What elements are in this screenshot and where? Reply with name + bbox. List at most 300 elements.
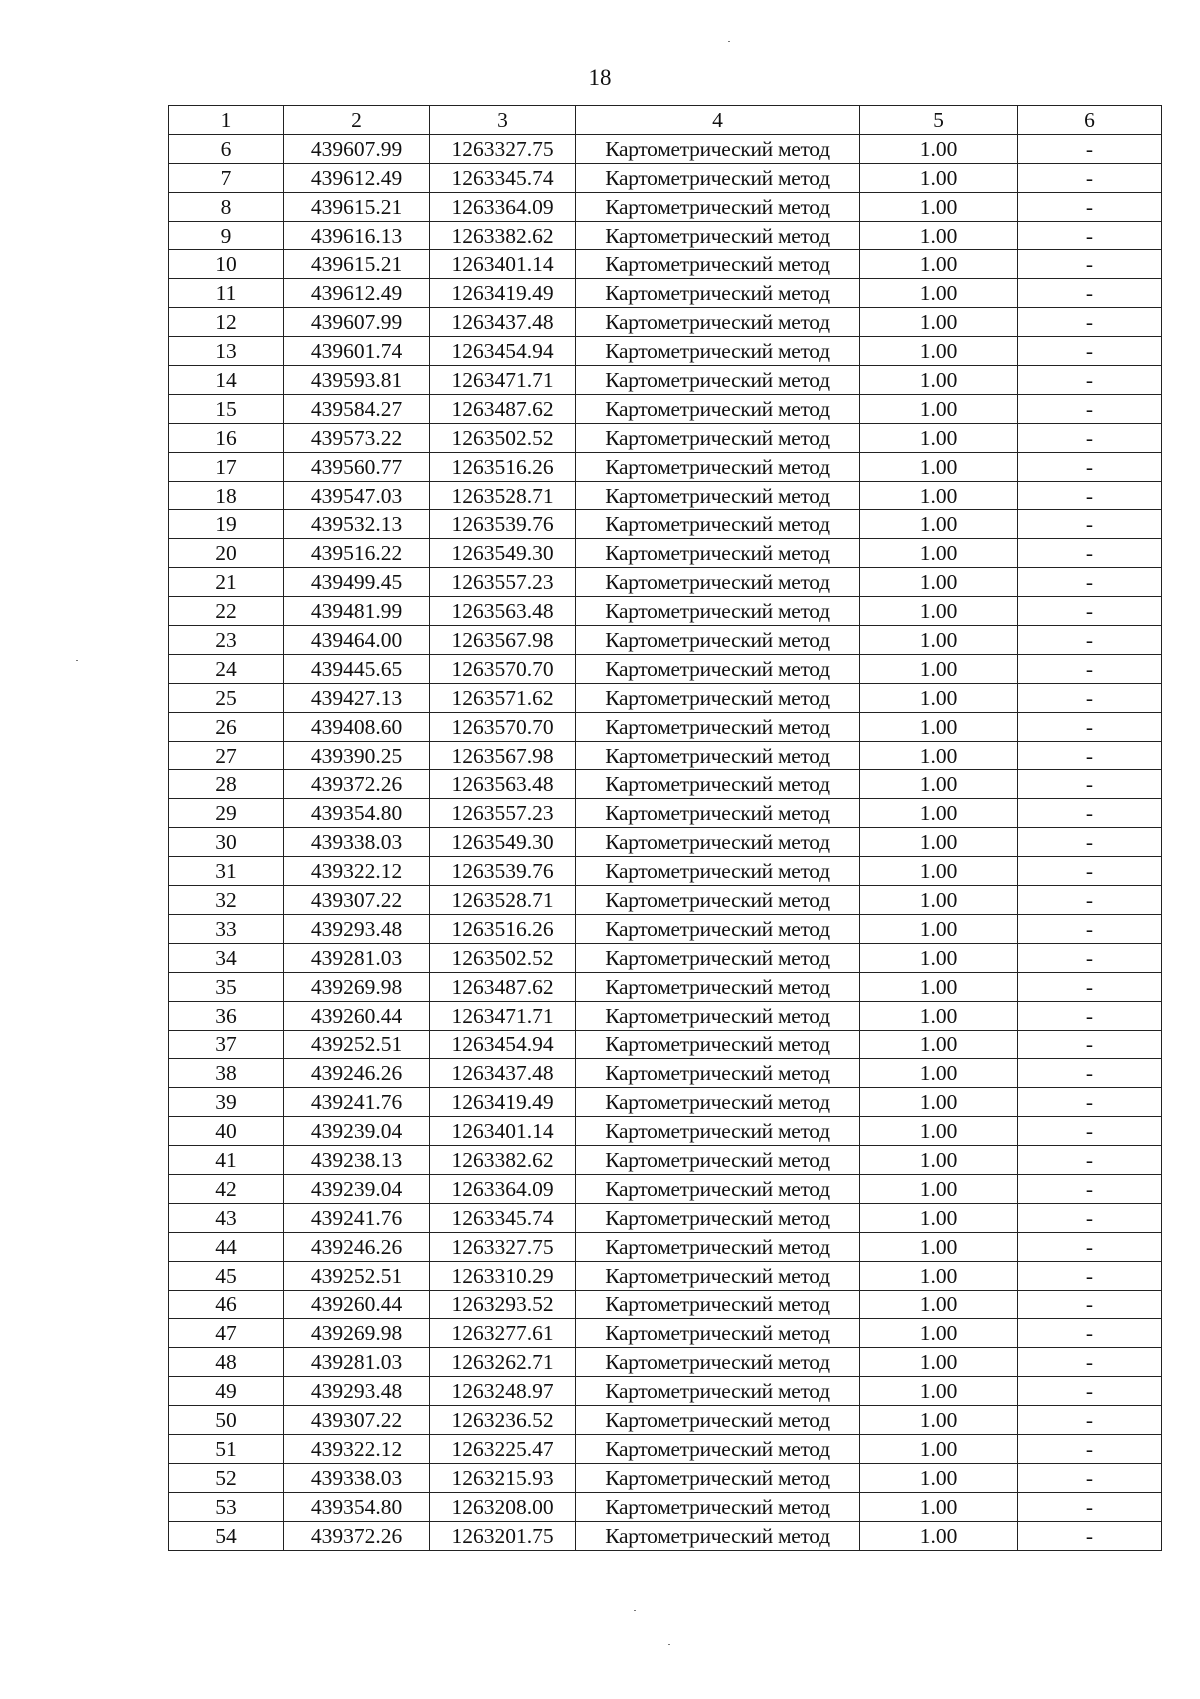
scan-speck [728, 41, 730, 42]
cell-method: Картометрический метод [576, 192, 860, 221]
cell-accuracy: 1.00 [860, 828, 1018, 857]
cell-coord-y: 1263419.49 [430, 279, 576, 308]
cell-coord-x: 439269.98 [284, 1319, 430, 1348]
table-row [169, 1174, 1162, 1203]
cell-accuracy: 1.00 [860, 1203, 1018, 1232]
cell-coord-y: 1263454.94 [430, 337, 576, 366]
cell-coord-x: 439338.03 [284, 1463, 430, 1492]
table-row [169, 1146, 1162, 1175]
cell-coord-x: 439499.45 [284, 568, 430, 597]
cell-point-number: 38 [169, 1059, 284, 1088]
table-row [169, 366, 1162, 395]
cell-accuracy: 1.00 [860, 452, 1018, 481]
cell-method: Картометрический метод [576, 1059, 860, 1088]
table-row [169, 337, 1162, 366]
cell-coord-y: 1263236.52 [430, 1406, 576, 1435]
cell-coord-y: 1263516.26 [430, 452, 576, 481]
cell-coord-y: 1263487.62 [430, 972, 576, 1001]
cell-coord-y: 1263419.49 [430, 1088, 576, 1117]
cell-accuracy: 1.00 [860, 1406, 1018, 1435]
cell-point-number: 7 [169, 163, 284, 192]
cell-accuracy: 1.00 [860, 1232, 1018, 1261]
cell-note: - [1018, 1406, 1162, 1435]
cell-coord-y: 1263563.48 [430, 770, 576, 799]
cell-coord-x: 439584.27 [284, 394, 430, 423]
cell-accuracy: 1.00 [860, 1377, 1018, 1406]
cell-note: - [1018, 308, 1162, 337]
cell-point-number: 45 [169, 1261, 284, 1290]
cell-method: Картометрический метод [576, 308, 860, 337]
cell-method: Картометрический метод [576, 1088, 860, 1117]
cell-coord-y: 1263570.70 [430, 654, 576, 683]
table-row [169, 972, 1162, 1001]
cell-note: - [1018, 510, 1162, 539]
cell-point-number: 8 [169, 192, 284, 221]
cell-method: Картометрический метод [576, 568, 860, 597]
cell-point-number: 35 [169, 972, 284, 1001]
table-row [169, 886, 1162, 915]
cell-method: Картометрический метод [576, 539, 860, 568]
cell-accuracy: 1.00 [860, 1146, 1018, 1175]
cell-method: Картометрический метод [576, 452, 860, 481]
cell-coord-x: 439293.48 [284, 914, 430, 943]
cell-note: - [1018, 857, 1162, 886]
table-body [169, 134, 1162, 1550]
cell-point-number: 17 [169, 452, 284, 481]
cell-note: - [1018, 1059, 1162, 1088]
cell-note: - [1018, 1232, 1162, 1261]
cell-note: - [1018, 943, 1162, 972]
cell-accuracy: 1.00 [860, 886, 1018, 915]
cell-point-number: 33 [169, 914, 284, 943]
cell-coord-x: 439372.26 [284, 1521, 430, 1550]
cell-method: Картометрический метод [576, 163, 860, 192]
cell-coord-y: 1263310.29 [430, 1261, 576, 1290]
cell-coord-x: 439354.80 [284, 1492, 430, 1521]
cell-method: Картометрический метод [576, 1348, 860, 1377]
cell-point-number: 44 [169, 1232, 284, 1261]
cell-accuracy: 1.00 [860, 654, 1018, 683]
cell-coord-y: 1263437.48 [430, 1059, 576, 1088]
cell-note: - [1018, 1088, 1162, 1117]
cell-note: - [1018, 1521, 1162, 1550]
cell-coord-x: 439246.26 [284, 1232, 430, 1261]
cell-coord-x: 439354.80 [284, 799, 430, 828]
cell-accuracy: 1.00 [860, 568, 1018, 597]
cell-coord-x: 439322.12 [284, 857, 430, 886]
cell-method: Картометрический метод [576, 626, 860, 655]
column-header-4: 4 [576, 106, 860, 135]
cell-method: Картометрический метод [576, 1174, 860, 1203]
cell-point-number: 30 [169, 828, 284, 857]
cell-coord-y: 1263528.71 [430, 886, 576, 915]
cell-coord-x: 439573.22 [284, 423, 430, 452]
table-row [169, 1348, 1162, 1377]
cell-coord-y: 1263549.30 [430, 539, 576, 568]
cell-coord-y: 1263382.62 [430, 221, 576, 250]
cell-accuracy: 1.00 [860, 539, 1018, 568]
table-row [169, 250, 1162, 279]
cell-coord-y: 1263262.71 [430, 1348, 576, 1377]
cell-note: - [1018, 914, 1162, 943]
cell-point-number: 40 [169, 1117, 284, 1146]
cell-accuracy: 1.00 [860, 1030, 1018, 1059]
cell-accuracy: 1.00 [860, 1174, 1018, 1203]
cell-coord-x: 439560.77 [284, 452, 430, 481]
table-row [169, 1232, 1162, 1261]
cell-coord-y: 1263277.61 [430, 1319, 576, 1348]
cell-note: - [1018, 221, 1162, 250]
table-row [169, 597, 1162, 626]
cell-note: - [1018, 163, 1162, 192]
table-row [169, 799, 1162, 828]
scan-speck [76, 660, 78, 661]
cell-coord-x: 439464.00 [284, 626, 430, 655]
cell-coord-y: 1263293.52 [430, 1290, 576, 1319]
scan-speck [668, 1644, 670, 1645]
cell-accuracy: 1.00 [860, 597, 1018, 626]
cell-accuracy: 1.00 [860, 1319, 1018, 1348]
cell-method: Картометрический метод [576, 741, 860, 770]
cell-method: Картометрический метод [576, 799, 860, 828]
table-row [169, 192, 1162, 221]
cell-coord-x: 439239.04 [284, 1117, 430, 1146]
scan-speck [634, 1610, 636, 1611]
cell-coord-y: 1263567.98 [430, 626, 576, 655]
coordinates-table [168, 105, 1162, 1551]
header-row [169, 106, 1162, 135]
cell-point-number: 10 [169, 250, 284, 279]
cell-coord-y: 1263345.74 [430, 1203, 576, 1232]
table-row [169, 1521, 1162, 1550]
cell-coord-y: 1263201.75 [430, 1521, 576, 1550]
cell-coord-x: 439269.98 [284, 972, 430, 1001]
column-header-6: 6 [1018, 106, 1162, 135]
cell-coord-x: 439616.13 [284, 221, 430, 250]
table-row [169, 221, 1162, 250]
cell-accuracy: 1.00 [860, 308, 1018, 337]
cell-coord-x: 439547.03 [284, 481, 430, 510]
cell-method: Картометрический метод [576, 221, 860, 250]
cell-coord-x: 439281.03 [284, 1348, 430, 1377]
cell-coord-x: 439615.21 [284, 192, 430, 221]
cell-coord-y: 1263571.62 [430, 683, 576, 712]
cell-coord-y: 1263382.62 [430, 1146, 576, 1175]
column-header-2: 2 [284, 106, 430, 135]
cell-method: Картометрический метод [576, 886, 860, 915]
table-row [169, 712, 1162, 741]
cell-coord-x: 439427.13 [284, 683, 430, 712]
cell-accuracy: 1.00 [860, 163, 1018, 192]
cell-note: - [1018, 972, 1162, 1001]
cell-point-number: 39 [169, 1088, 284, 1117]
cell-coord-y: 1263502.52 [430, 423, 576, 452]
cell-note: - [1018, 394, 1162, 423]
cell-method: Картометрический метод [576, 366, 860, 395]
table-row [169, 626, 1162, 655]
table-row [169, 683, 1162, 712]
cell-coord-x: 439615.21 [284, 250, 430, 279]
cell-method: Картометрический метод [576, 337, 860, 366]
cell-coord-x: 439612.49 [284, 279, 430, 308]
cell-note: - [1018, 337, 1162, 366]
cell-note: - [1018, 1174, 1162, 1203]
table-row [169, 1030, 1162, 1059]
cell-accuracy: 1.00 [860, 1290, 1018, 1319]
cell-coord-x: 439390.25 [284, 741, 430, 770]
cell-coord-y: 1263248.97 [430, 1377, 576, 1406]
cell-point-number: 42 [169, 1174, 284, 1203]
cell-note: - [1018, 1434, 1162, 1463]
cell-accuracy: 1.00 [860, 972, 1018, 1001]
cell-method: Картометрический метод [576, 481, 860, 510]
column-header-3: 3 [430, 106, 576, 135]
cell-method: Картометрический метод [576, 1319, 860, 1348]
table-row [169, 1463, 1162, 1492]
cell-note: - [1018, 134, 1162, 163]
cell-method: Картометрический метод [576, 1406, 860, 1435]
cell-coord-x: 439281.03 [284, 943, 430, 972]
table-row [169, 1492, 1162, 1521]
cell-note: - [1018, 279, 1162, 308]
cell-note: - [1018, 1377, 1162, 1406]
cell-note: - [1018, 481, 1162, 510]
cell-coord-x: 439307.22 [284, 886, 430, 915]
cell-method: Картометрический метод [576, 857, 860, 886]
table-row [169, 163, 1162, 192]
cell-coord-x: 439322.12 [284, 1434, 430, 1463]
cell-point-number: 53 [169, 1492, 284, 1521]
table-row [169, 394, 1162, 423]
cell-accuracy: 1.00 [860, 1348, 1018, 1377]
cell-accuracy: 1.00 [860, 770, 1018, 799]
cell-note: - [1018, 1030, 1162, 1059]
cell-method: Картометрический метод [576, 1117, 860, 1146]
cell-point-number: 14 [169, 366, 284, 395]
cell-note: - [1018, 192, 1162, 221]
cell-coord-y: 1263557.23 [430, 799, 576, 828]
table-row [169, 481, 1162, 510]
cell-note: - [1018, 683, 1162, 712]
table-row [169, 770, 1162, 799]
cell-method: Картометрический метод [576, 1203, 860, 1232]
cell-coord-y: 1263516.26 [430, 914, 576, 943]
cell-coord-y: 1263471.71 [430, 366, 576, 395]
cell-point-number: 52 [169, 1463, 284, 1492]
table-row [169, 1319, 1162, 1348]
cell-accuracy: 1.00 [860, 423, 1018, 452]
cell-accuracy: 1.00 [860, 799, 1018, 828]
cell-note: - [1018, 597, 1162, 626]
cell-point-number: 46 [169, 1290, 284, 1319]
cell-method: Картометрический метод [576, 1521, 860, 1550]
cell-note: - [1018, 423, 1162, 452]
cell-method: Картометрический метод [576, 654, 860, 683]
cell-coord-x: 439338.03 [284, 828, 430, 857]
cell-note: - [1018, 799, 1162, 828]
table-row [169, 1377, 1162, 1406]
cell-method: Картометрический метод [576, 914, 860, 943]
cell-point-number: 47 [169, 1319, 284, 1348]
cell-accuracy: 1.00 [860, 250, 1018, 279]
cell-accuracy: 1.00 [860, 134, 1018, 163]
cell-coord-y: 1263364.09 [430, 1174, 576, 1203]
column-header-5: 5 [860, 106, 1018, 135]
cell-coord-x: 439260.44 [284, 1290, 430, 1319]
cell-coord-y: 1263401.14 [430, 250, 576, 279]
cell-accuracy: 1.00 [860, 1492, 1018, 1521]
cell-accuracy: 1.00 [860, 943, 1018, 972]
cell-method: Картометрический метод [576, 279, 860, 308]
cell-coord-x: 439238.13 [284, 1146, 430, 1175]
cell-accuracy: 1.00 [860, 192, 1018, 221]
cell-method: Картометрический метод [576, 1030, 860, 1059]
table-row [169, 568, 1162, 597]
cell-point-number: 54 [169, 1521, 284, 1550]
cell-note: - [1018, 1319, 1162, 1348]
cell-coord-x: 439252.51 [284, 1261, 430, 1290]
cell-point-number: 22 [169, 597, 284, 626]
cell-note: - [1018, 886, 1162, 915]
cell-note: - [1018, 452, 1162, 481]
cell-note: - [1018, 712, 1162, 741]
cell-method: Картометрический метод [576, 1261, 860, 1290]
cell-coord-y: 1263539.76 [430, 857, 576, 886]
cell-coord-x: 439607.99 [284, 308, 430, 337]
cell-point-number: 11 [169, 279, 284, 308]
table-row [169, 452, 1162, 481]
cell-method: Картометрический метод [576, 972, 860, 1001]
cell-note: - [1018, 1463, 1162, 1492]
table-row [169, 1001, 1162, 1030]
cell-note: - [1018, 770, 1162, 799]
cell-coord-y: 1263563.48 [430, 597, 576, 626]
table-row [169, 857, 1162, 886]
cell-accuracy: 1.00 [860, 366, 1018, 395]
cell-coord-x: 439532.13 [284, 510, 430, 539]
cell-method: Картометрический метод [576, 597, 860, 626]
table-row [169, 1290, 1162, 1319]
cell-method: Картометрический метод [576, 828, 860, 857]
table-row [169, 828, 1162, 857]
cell-method: Картометрический метод [576, 394, 860, 423]
table-row [169, 423, 1162, 452]
cell-coord-y: 1263454.94 [430, 1030, 576, 1059]
cell-method: Картометрический метод [576, 510, 860, 539]
cell-coord-y: 1263327.75 [430, 134, 576, 163]
cell-coord-x: 439246.26 [284, 1059, 430, 1088]
table-row [169, 914, 1162, 943]
cell-note: - [1018, 1203, 1162, 1232]
cell-note: - [1018, 1492, 1162, 1521]
cell-note: - [1018, 626, 1162, 655]
cell-coord-x: 439307.22 [284, 1406, 430, 1435]
cell-coord-x: 439408.60 [284, 712, 430, 741]
cell-accuracy: 1.00 [860, 279, 1018, 308]
cell-point-number: 23 [169, 626, 284, 655]
cell-method: Картометрический метод [576, 1001, 860, 1030]
table-row [169, 741, 1162, 770]
cell-coord-x: 439601.74 [284, 337, 430, 366]
cell-coord-y: 1263471.71 [430, 1001, 576, 1030]
cell-coord-y: 1263364.09 [430, 192, 576, 221]
table-row [169, 1088, 1162, 1117]
cell-method: Картометрический метод [576, 712, 860, 741]
table-row [169, 1117, 1162, 1146]
cell-point-number: 20 [169, 539, 284, 568]
table-row [169, 1406, 1162, 1435]
cell-accuracy: 1.00 [860, 1117, 1018, 1146]
cell-accuracy: 1.00 [860, 857, 1018, 886]
cell-point-number: 16 [169, 423, 284, 452]
cell-coord-y: 1263401.14 [430, 1117, 576, 1146]
table-row [169, 943, 1162, 972]
cell-method: Картометрический метод [576, 250, 860, 279]
cell-accuracy: 1.00 [860, 1434, 1018, 1463]
cell-point-number: 6 [169, 134, 284, 163]
cell-coord-y: 1263567.98 [430, 741, 576, 770]
cell-coord-x: 439239.04 [284, 1174, 430, 1203]
cell-coord-x: 439293.48 [284, 1377, 430, 1406]
cell-coord-y: 1263549.30 [430, 828, 576, 857]
cell-method: Картометрический метод [576, 1232, 860, 1261]
cell-accuracy: 1.00 [860, 394, 1018, 423]
cell-point-number: 26 [169, 712, 284, 741]
cell-point-number: 28 [169, 770, 284, 799]
cell-coord-y: 1263345.74 [430, 163, 576, 192]
cell-coord-x: 439445.65 [284, 654, 430, 683]
cell-coord-y: 1263208.00 [430, 1492, 576, 1521]
cell-coord-y: 1263557.23 [430, 568, 576, 597]
cell-note: - [1018, 741, 1162, 770]
cell-accuracy: 1.00 [860, 221, 1018, 250]
cell-coord-x: 439607.99 [284, 134, 430, 163]
cell-point-number: 51 [169, 1434, 284, 1463]
table-row [169, 1261, 1162, 1290]
cell-point-number: 18 [169, 481, 284, 510]
cell-method: Картометрический метод [576, 1146, 860, 1175]
cell-point-number: 34 [169, 943, 284, 972]
cell-coord-x: 439612.49 [284, 163, 430, 192]
cell-note: - [1018, 1001, 1162, 1030]
cell-point-number: 25 [169, 683, 284, 712]
cell-point-number: 12 [169, 308, 284, 337]
cell-note: - [1018, 539, 1162, 568]
cell-method: Картометрический метод [576, 1377, 860, 1406]
page-number: 18 [588, 65, 612, 90]
cell-accuracy: 1.00 [860, 1088, 1018, 1117]
table-row [169, 279, 1162, 308]
cell-method: Картометрический метод [576, 683, 860, 712]
cell-coord-y: 1263502.52 [430, 943, 576, 972]
cell-note: - [1018, 828, 1162, 857]
cell-coord-y: 1263437.48 [430, 308, 576, 337]
cell-accuracy: 1.00 [860, 914, 1018, 943]
cell-accuracy: 1.00 [860, 1521, 1018, 1550]
cell-point-number: 48 [169, 1348, 284, 1377]
cell-point-number: 50 [169, 1406, 284, 1435]
cell-coord-y: 1263539.76 [430, 510, 576, 539]
cell-method: Картометрический метод [576, 1434, 860, 1463]
cell-coord-x: 439241.76 [284, 1088, 430, 1117]
cell-point-number: 15 [169, 394, 284, 423]
table-row [169, 654, 1162, 683]
table-row [169, 1059, 1162, 1088]
cell-point-number: 43 [169, 1203, 284, 1232]
cell-accuracy: 1.00 [860, 741, 1018, 770]
table-row [169, 1203, 1162, 1232]
cell-method: Картометрический метод [576, 1463, 860, 1492]
